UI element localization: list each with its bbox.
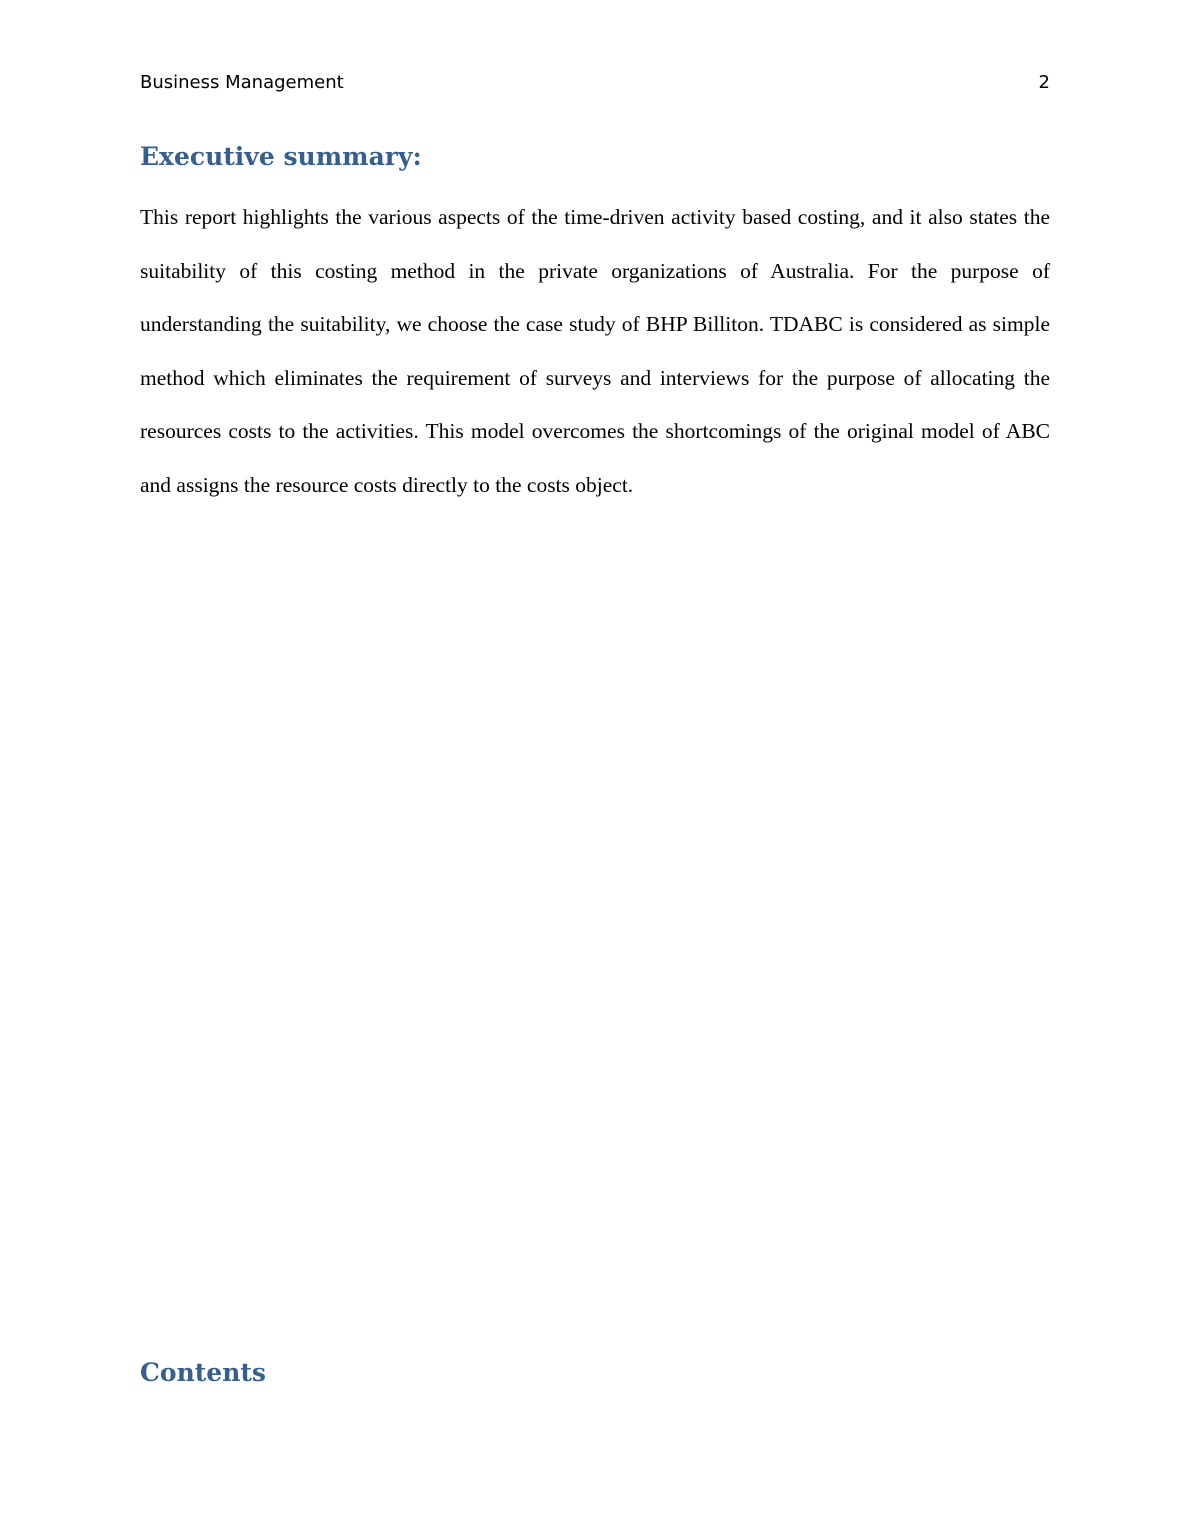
executive-summary-heading: Executive summary: <box>140 142 422 171</box>
contents-heading: Contents <box>140 1358 267 1387</box>
executive-summary-paragraph: This report highlights the various aspects of the time-driven activity based costing, and it also states the suitability of this costing method in the private organizations of Australia. For the purpose of understanding the suitability, we choose the case study of BHP Billiton. TDABC is considered as simple method which eliminates the requirement of surveys and interviews for the purpose of allocating the resources costs to the activities. This model overcomes the shortcomings of the original model of ABC and assigns the resource costs directly to the costs object. <box>140 205 1050 497</box>
page-number: 2 <box>1038 72 1050 93</box>
running-head-title: Business Management <box>140 72 344 93</box>
